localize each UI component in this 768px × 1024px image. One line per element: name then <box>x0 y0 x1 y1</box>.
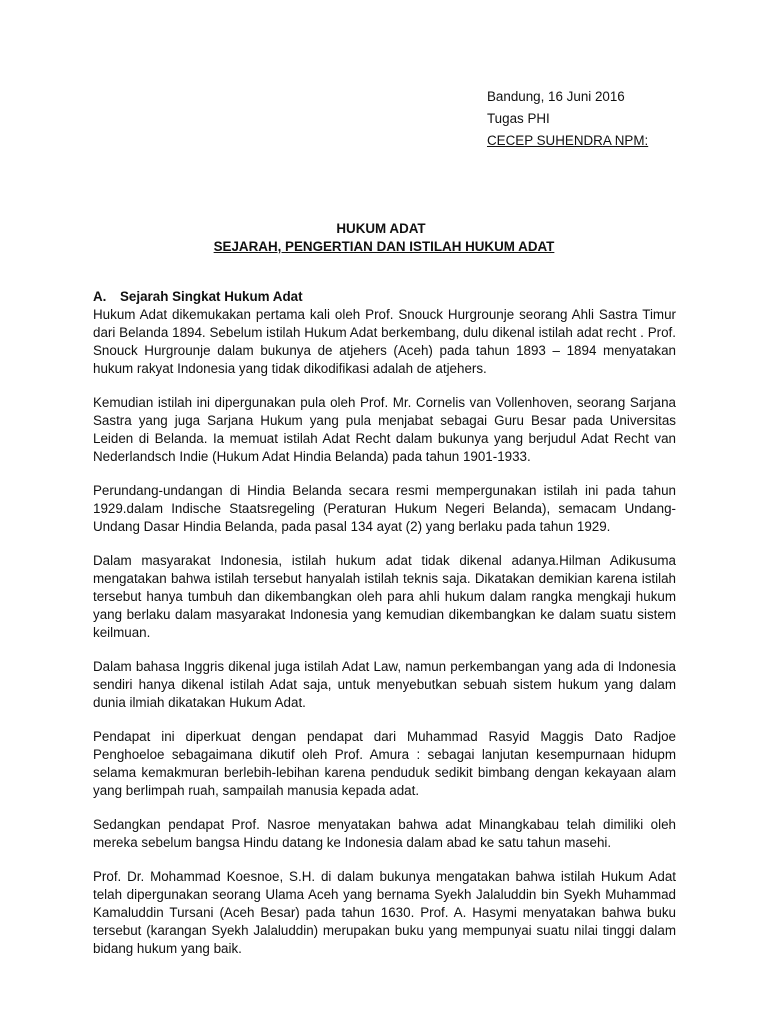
document-title <box>0 220 768 256</box>
title-subtitle: SEJARAH, PENGERTIAN DAN ISTILAH HUKUM ADAT <box>213 239 555 254</box>
section-letter: A. <box>93 289 107 304</box>
paragraph: Dalam bahasa Inggris dikenal juga istilah Adat Law, namun perkembangan yang ada di Indonesia sendiri hanya dikenal istilah Adat saja, untuk menyebutkan sebuah sistem hukum yang dalam dunia ilmiah dikatakan Hukum Adat. <box>93 659 676 710</box>
paragraph: Pendapat ini diperkuat dengan pendapat dari Muhammad Rasyid Maggis Dato Radjoe Penghoeloe sebagaimana dikutif oleh Prof. Amura : sebagai lanjutan kesempurnaan hidupm selama kemakmuran berlebih-lebihan karena penduduk sedikit bimbang dengan kekayaan alam yang berlimpah ruah, sampailah manusia kepada adat. <box>93 729 676 798</box>
paragraph: Dalam masyarakat Indonesia, istilah hukum adat tidak dikenal adanya.Hilman Adikusuma mengatakan bahwa istilah tersebut hanyalah istilah teknis saja. Dikatakan demikian karena istilah tersebut hanya tumbuh dan dikembangkan oleh para ahli hukum dalam rangka mengkaji hukum yang berlaku dalam masyarakat Indonesia yang kemudian dikembangkan ke dalam suatu sistem keilmuan. <box>93 553 676 640</box>
paragraph: Kemudian istilah ini dipergunakan pula oleh Prof. Mr. Cornelis van Vollenhoven, seorang Sarjana Sastra yang juga Sarjana Hukum yang pula menjabat sebagai Guru Besar pada Universitas Leiden di Belanda. Ia memuat istilah Adat Recht dalam bukunya yang berjudul Adat Recht van Nederlandsch Indie (Hukum Adat Hindia Belanda) pada tahun 1901-1933. <box>93 395 676 464</box>
paragraph: Sedangkan pendapat Prof. Nasroe menyatakan bahwa adat Minangkabau telah dimiliki oleh mereka sebelum bangsa Hindu datang ke Indonesia dalam abad ke satu tahun masehi. <box>93 817 676 850</box>
assignment-line: Tugas PHI <box>487 111 550 126</box>
section-title: Sejarah Singkat Hukum Adat <box>120 289 303 304</box>
paragraph: Prof. Dr. Mohammad Koesnoe, S.H. di dalam bukunya mengatakan bahwa istilah Hukum Adat telah dipergunakan seorang Ulama Aceh yang bernama Syekh Jalaluddin bin Syekh Muhammad Kamaluddin Tursani (Aceh Besar) pada tahun 1630. Prof. A. Hasymi menyatakan bahwa buku tersebut (karangan Syekh Jalaluddin) merupakan buku yang mempunyai suatu nilai tinggi dalam bidang hukum yang baik. <box>93 869 676 956</box>
paragraph: Hukum Adat dikemukakan pertama kali oleh Prof. Snouck Hurgrounje seorang Ahli Sastra Timur dari Belanda 1894. Sebelum istilah Hukum Adat berkembang, dulu dikenal istilah adat recht . Prof. Snouck Hurgrounje dalam bukunya de atjehers (Aceh) pada tahun 1893 – 1894 menyatakan hukum rakyat Indonesia yang tidak dikodifikasi adalah de atjehers. <box>93 307 676 376</box>
title-main: HUKUM ADAT <box>336 221 426 236</box>
author-line: CECEP SUHENDRA NPM: <box>487 133 649 148</box>
paragraph: Perundang-undangan di Hindia Belanda secara resmi mempergunakan istilah ini pada tahun 1929.dalam Indische Staatsregeling (Peraturan Hukum Negeri Belanda), semacam Undang-Undang Dasar Hindia Belanda, pada pasal 134 ayat (2) yang berlaku pada tahun 1929. <box>93 483 676 534</box>
document-body <box>93 288 676 974</box>
document-header <box>487 86 717 152</box>
date-line: Bandung, 16 Juni 2016 <box>487 89 625 104</box>
section-heading <box>93 288 676 306</box>
